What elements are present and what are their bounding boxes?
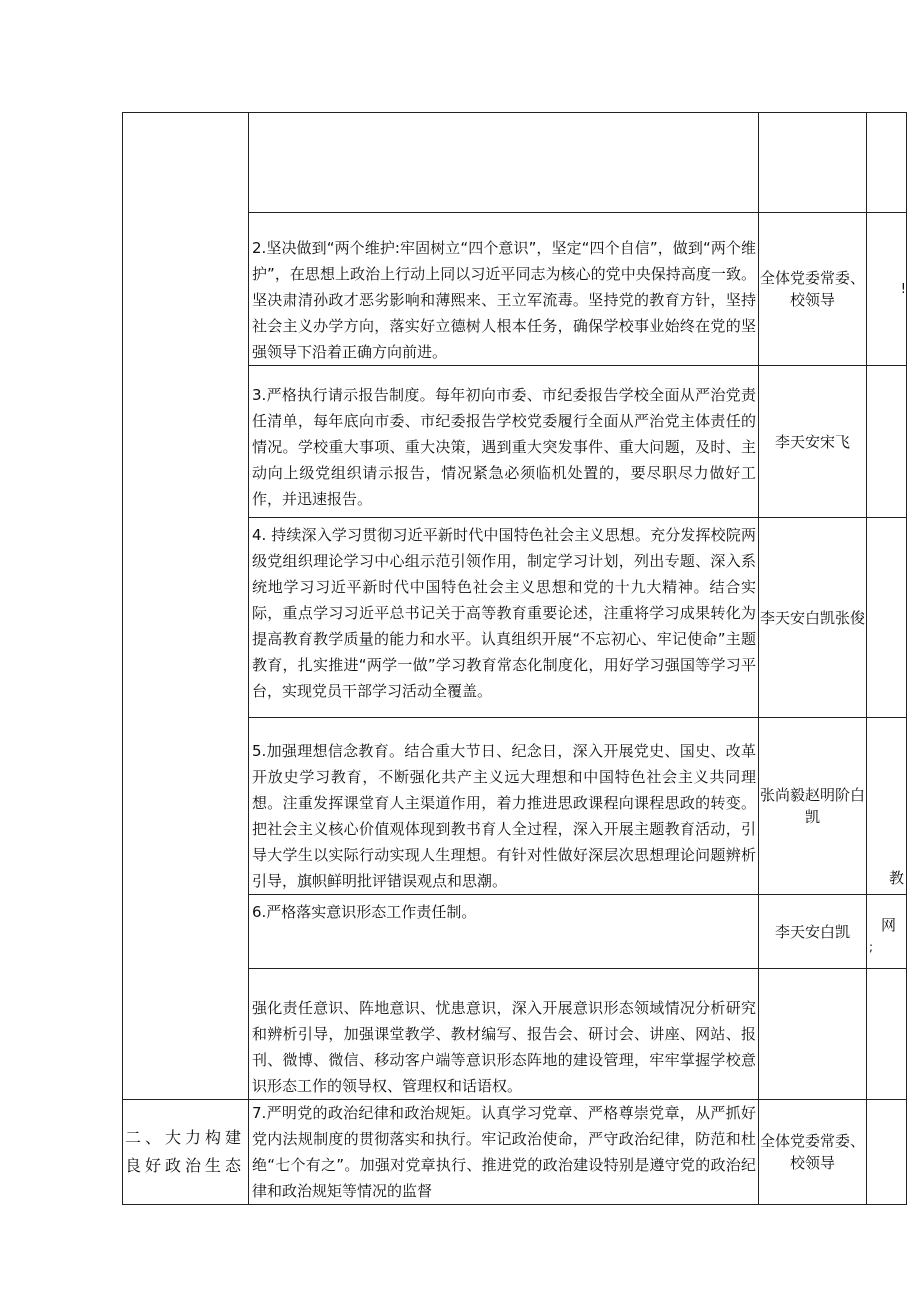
table-row [123, 113, 907, 213]
task-content: 6.严格落实意识形态工作责任制。 [249, 895, 759, 969]
task-content: 4. 持续深入学习贯彻习近平新时代中国特色社会主义思想。充分发挥校院两级党组织理论学习中心组示范引领作用，制定学习计划，列出专题、深入系统地学习习近平新时代中国特色社会主义思想和党的十九大精神。结合实际，重点学习习近平总书记关于高等教育重要论述，注重将学习成果转化为提高教育教学质量的能力和水平。认真组织开展“不忘初心、牢记使命”主题教育，扎实推进“两学一做”学习教育常态化制度化，用好学习强国等学习平台，实现党员干部学习活动全覆盖。 [249, 518, 759, 718]
extra-cell [867, 969, 907, 1100]
extra-cell [867, 113, 907, 213]
responsible-cell: 李天安白凯 [759, 895, 867, 969]
task-content: 7.严明党的政治纪律和政治规矩。认真学习党章、严格尊崇党章，从严抓好党内法规制度的贯彻落实和执行。牢记政治使命，严守政治纪律，防范和杜绝“七个有之”。加强对党章执行、推进党的政治建设特别是遵守党的政治纪律和政治规矩等情况的监督 [249, 1100, 759, 1205]
extra-cell [867, 718, 907, 895]
category-cell-2: 二、大力构建良好政治生态 [123, 1100, 249, 1205]
responsible-cell: 李天安宋飞 [759, 366, 867, 518]
responsible-cell [759, 969, 867, 1100]
extra-cell [867, 1100, 907, 1205]
extra-text: 网 [881, 915, 897, 934]
extra-cell [867, 366, 907, 518]
extra-cell [867, 895, 907, 969]
task-content [249, 113, 759, 213]
responsible-cell: 李天安白凯张俊 [759, 518, 867, 718]
responsible-cell: 全体党委常委、校领导 [759, 213, 867, 366]
task-content: 2.坚决做到“两个维护:牢固树立“四个意识”，坚定“四个自信”，做到“两个维护”，在思想上政治上行动上同以习近平同志为核心的党中央保持高度一致。坚决肃清孙政才恶劣影响和薄熙来、王立军流毒。坚持党的教育方针，坚持社会主义办学方向，落实好立德树人根本任务，确保学校事业始终在党的坚强领导下沿着正确方向前进。 [249, 213, 759, 366]
extra-cell: ! [867, 213, 907, 366]
responsibility-table [122, 112, 907, 1205]
extra-text-2: ; [869, 939, 874, 954]
responsible-cell: 全体党委常委、校领导 [759, 1100, 867, 1205]
task-content: 5.加强理想信念教育。结合重大节日、纪念日，深入开展党史、国史、改革开放史学习教育，不断强化共产主义远大理想和中国特色社会主义共同理想。注重发挥课堂育人主渠道作用，着力推进思政课程向课程思政的转变。把社会主义核心价值观体现到教书育人全过程，深入开展主题教育活动，引导大学生以实际行动实现人生理想。有针对性做好深层次思想理论问题辨析引导，旗帜鲜明批评错误观点和思潮。 [249, 718, 759, 895]
table-row [123, 1100, 907, 1205]
category-cell-1 [123, 113, 249, 1100]
responsible-cell: 张尚毅赵明阶白凯 [759, 718, 867, 895]
extra-cell [867, 518, 907, 718]
task-content: 3.严格执行请示报告制度。每年初向市委、市纪委报告学校全面从严治党责任清单，每年底向市委、市纪委报告学校党委履行全面从严治党主体责任的情况。学校重大事项、重大决策，遇到重大突发事件、重大问题，及时、主动向上级党组织请示报告，情况紧急必须临机处置的，要尽职尽力做好工作，并迅速报告。 [249, 366, 759, 518]
extra-text: 教 [888, 869, 904, 887]
task-content: 强化责任意识、阵地意识、忧患意识，深入开展意识形态领域情况分析研究和辨析引导，加强课堂教学、教材编写、报告会、研讨会、讲座、网站、报刊、微博、微信、移动客户端等意识形态阵地的建设管理，牢牢掌握学校意识形态工作的领导权、管理权和话语权。 [249, 969, 759, 1100]
responsible-cell [759, 113, 867, 213]
